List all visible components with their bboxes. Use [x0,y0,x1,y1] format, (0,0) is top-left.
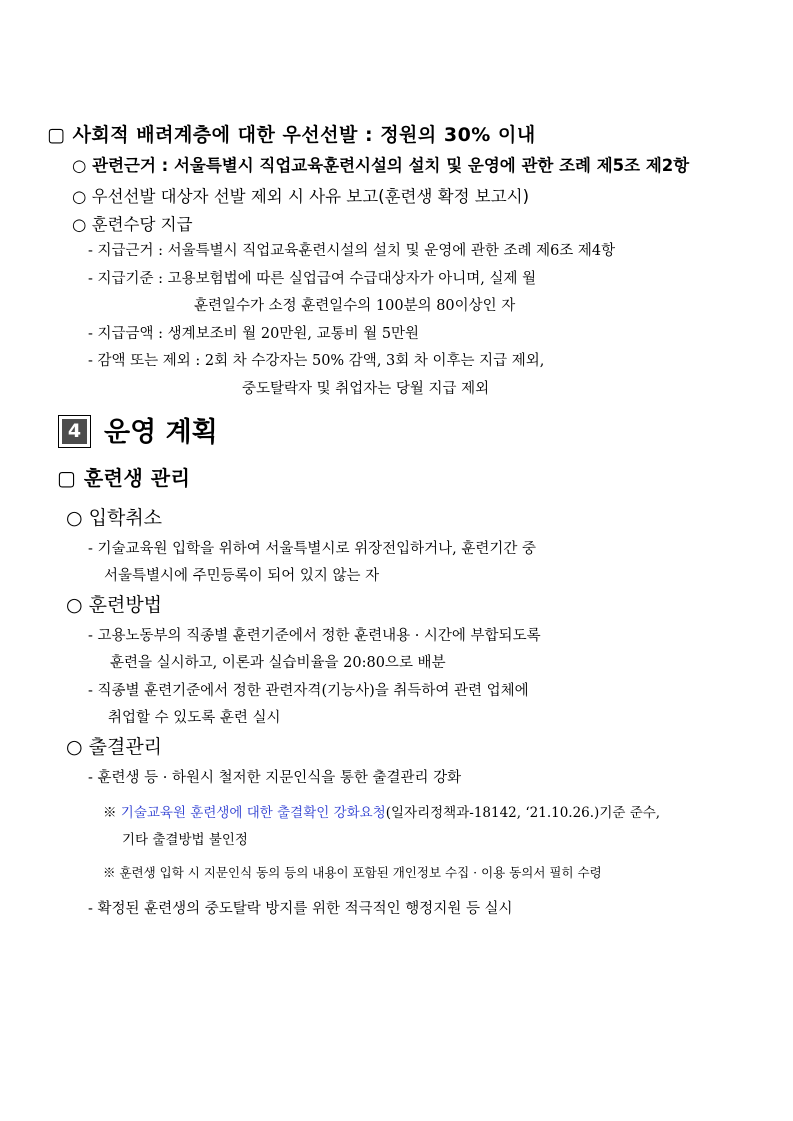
allowance-criteria: - 지급기준 : 고용보험법에 따른 실업급여 수급대상자가 아니며, 실제 월 [88,271,537,287]
allowance-amount: - 지급금액 : 생계보조비 월 20만원, 교통비 월 5만원 [88,326,420,342]
training-method-title: ○ 훈련방법 [66,594,163,616]
training-method-line4: 취업할 수 있도록 훈련 실시 [108,710,281,726]
section-number-badge [58,415,91,448]
training-method-line1: - 고용노동부의 직종별 훈련기준에서 정한 훈련내용 · 시간에 부합되도록 [88,628,541,644]
legal-basis-item: ○ 관련근거 : 서울특별시 직업교육훈련시설의 설치 및 운영에 관한 조례 제5조 제2항 [72,156,690,175]
note-mark: ※ [103,805,117,821]
allowance-reduction-cont: 중도탈락자 및 취업자는 당월 지급 제외 [242,381,490,397]
attendance-line2: - 확정된 훈련생의 중도탈락 방지를 위한 적극적인 행정지원 등 실시 [88,901,513,917]
allowance-criteria-cont: 훈련일수가 소정 훈련일수의 100분의 80이상인 자 [194,298,516,314]
attendance-line1: - 훈련생 등 · 하원시 철저한 지문인식을 통한 출결관리 강화 [88,770,462,786]
allowance-item: ○ 훈련수당 지급 [72,215,193,234]
section-title: 운영 계획 [104,417,218,448]
allowance-basis: - 지급근거 : 서울특별시 직업교육훈련시설의 설치 및 운영에 관한 조례 제6조 제4항 [88,243,616,259]
attendance-note2: ※ 훈련생 입학 시 지문인식 동의 등의 내용이 포함된 개인정보 수집 · 이용 동의서 필히 수령 [103,865,602,880]
report-item: ○ 우선선발 대상자 선발 제외 시 사유 보고(훈련생 확정 보고시) [72,187,530,206]
attendance-title: ○ 출결관리 [66,736,163,758]
attendance-note1-cont: 기타 출결방법 불인정 [122,832,248,848]
section-number: 4 [62,419,87,444]
attendance-note1 [103,801,660,821]
training-method-line3: - 직종별 훈련기준에서 정한 관련자격(기능사)을 취득하여 관련 업체에 [88,683,529,699]
priority-selection-heading: ▢ 사회적 배려계층에 대한 우선선발 : 정원의 30% 이내 [47,124,536,146]
note-link-text: 기술교육원 훈련생에 대한 출결확인 강화요청 [120,805,386,821]
admission-cancel-title: ○ 입학취소 [66,507,163,529]
admission-cancel-line2: 서울특별시에 주민등록이 되어 있지 않는 자 [104,568,380,584]
trainee-management-heading: ▢ 훈련생 관리 [57,466,191,490]
admission-cancel-line1: - 기술교육원 입학을 위하여 서울특별시로 위장전입하거나, 훈련기간 중 [88,541,536,557]
training-method-line2: 훈련을 실시하고, 이론과 실습비율을 20:80으로 배분 [110,655,446,671]
note-reference: (일자리정책과-18142, ‘21.10.26.)기준 준수, [385,805,661,821]
allowance-reduction: - 감액 또는 제외 : 2회 차 수강자는 50% 감액, 3회 차 이후는 지급 제외, [88,353,545,369]
